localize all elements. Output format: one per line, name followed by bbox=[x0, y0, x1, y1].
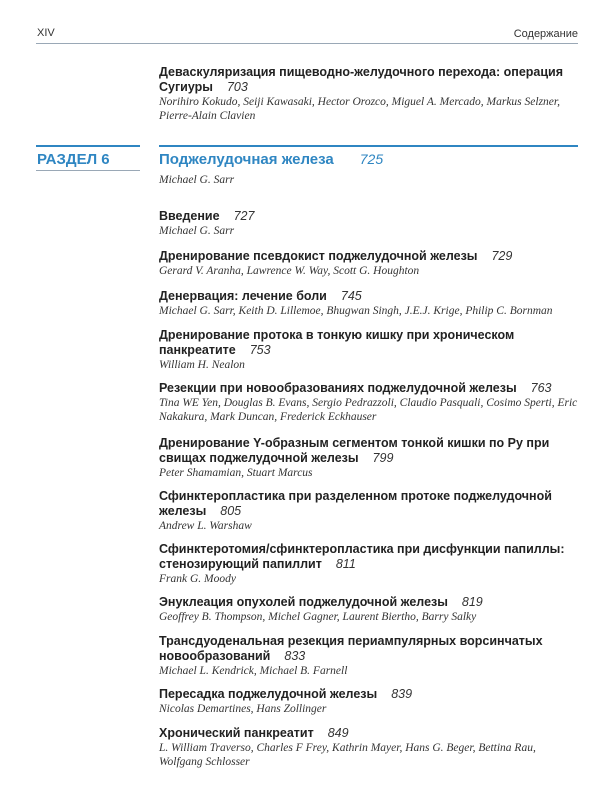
toc-entry[interactable] bbox=[159, 289, 579, 318]
entry-page: 729 bbox=[491, 249, 513, 263]
section-rule-left bbox=[36, 145, 140, 147]
entry-page: 833 bbox=[284, 649, 306, 663]
entry-authors: Michael G. Sarr, Keith D. Lillemoe, Bhugwan Singh, J.E.J. Krige, Philip C. Bornman bbox=[159, 305, 553, 317]
section-title[interactable]: Поджелудочная железа 725 bbox=[159, 151, 384, 168]
entry-authors: Nicolas Demartines, Hans Zollinger bbox=[159, 703, 327, 715]
entry-title: Деваскуляризация пищеводно-желудочного перехода: операция Сугиуры 703 bbox=[159, 65, 564, 94]
entry-page: 763 bbox=[530, 381, 552, 395]
running-title: Содержание bbox=[513, 28, 578, 40]
entry-page: 839 bbox=[391, 687, 413, 701]
entry-page: 849 bbox=[327, 726, 349, 740]
toc-entry[interactable] bbox=[159, 687, 579, 716]
section-label: РАЗДЕЛ 6 bbox=[37, 151, 110, 168]
entry-page: 811 bbox=[335, 557, 356, 571]
entry-page: 819 bbox=[461, 595, 483, 609]
entry-authors: Gerard V. Aranha, Lawrence W. Way, Scott G. Houghton bbox=[159, 265, 420, 277]
entry-authors: Michael G. Sarr bbox=[159, 225, 235, 237]
entry-authors: William H. Nealon bbox=[159, 359, 245, 371]
toc-entry[interactable] bbox=[159, 209, 579, 238]
entry-authors: L. William Traverso, Charles F Frey, Kathrin Mayer, Hans G. Beger, Bettina Rau, Wolfgang Schlosser bbox=[159, 742, 536, 768]
entry-title: Денервация: лечение боли 745 bbox=[159, 289, 362, 303]
entry-authors: Geoffrey B. Thompson, Michel Gagner, Laurent Biertho, Barry Salky bbox=[159, 611, 477, 623]
toc-entry[interactable] bbox=[159, 542, 579, 586]
entry-title: Дренирование протока в тонкую кишку при хроническом панкреатите 753 bbox=[159, 328, 515, 357]
entry-title: Резекции при новообразованиях поджелудочной железы 763 bbox=[159, 381, 552, 395]
toc-entry[interactable] bbox=[159, 249, 579, 278]
toc-entry[interactable] bbox=[159, 595, 579, 624]
section-rule-right bbox=[159, 145, 578, 147]
entry-page: 753 bbox=[249, 343, 271, 357]
toc-entry-prev[interactable] bbox=[159, 65, 579, 123]
entry-title: Сфинктеротомия/сфинктеропластика при дисфункции папиллы: стенозирующий папиллит 811 bbox=[159, 542, 565, 571]
entry-title: Пересадка поджелудочной железы 839 bbox=[159, 687, 413, 701]
entry-authors: Peter Shamamian, Stuart Marcus bbox=[159, 467, 313, 479]
entry-title: Дренирование Y-образным сегментом тонкой кишки по Ру при свищах поджелудочной железы 799 bbox=[159, 436, 550, 465]
entry-page: 703 bbox=[226, 80, 248, 94]
entry-title: Трансдуоденальная резекция периампулярных ворсинчатых новообразований 833 bbox=[159, 634, 543, 663]
section-author: Michael G. Sarr bbox=[159, 174, 235, 186]
entry-title: Дренирование псевдокист поджелудочной железы 729 bbox=[159, 249, 513, 263]
page-number: XIV bbox=[37, 27, 55, 39]
section-page: 725 bbox=[359, 151, 384, 167]
toc-entry[interactable] bbox=[159, 634, 579, 678]
toc-entry[interactable] bbox=[159, 726, 579, 769]
header-rule bbox=[36, 43, 578, 44]
entry-title: Введение 727 bbox=[159, 209, 255, 223]
entry-title: Хронический панкреатит 849 bbox=[159, 726, 349, 740]
toc-entry[interactable] bbox=[159, 328, 579, 372]
entry-title: Энуклеация опухолей поджелудочной железы 819 bbox=[159, 595, 483, 609]
entry-authors: Andrew L. Warshaw bbox=[159, 520, 252, 532]
toc-entry[interactable] bbox=[159, 436, 579, 480]
toc-entry[interactable] bbox=[159, 381, 579, 424]
entry-page: 745 bbox=[340, 289, 362, 303]
entry-page: 727 bbox=[233, 209, 255, 223]
entry-title: Сфинктеропластика при разделенном протоке поджелудочной железы 805 bbox=[159, 489, 552, 518]
entry-authors: Michael L. Kendrick, Michael B. Farnell bbox=[159, 665, 348, 677]
section-sub-rule bbox=[36, 170, 140, 171]
entry-authors: Norihiro Kokudo, Seiji Kawasaki, Hector Orozco, Miguel A. Mercado, Markus Selzner, Pierre-Alain Clavien bbox=[159, 96, 560, 122]
toc-entry[interactable] bbox=[159, 489, 579, 533]
entry-page: 805 bbox=[220, 504, 242, 518]
entry-authors: Tina WE Yen, Douglas B. Evans, Sergio Pedrazzoli, Claudio Pasquali, Cosimo Sperti, Eric Nakakura, Mark Duncan, Frederick Eckhauser bbox=[159, 397, 578, 423]
entry-page: 799 bbox=[372, 451, 394, 465]
entry-authors: Frank G. Moody bbox=[159, 573, 236, 585]
